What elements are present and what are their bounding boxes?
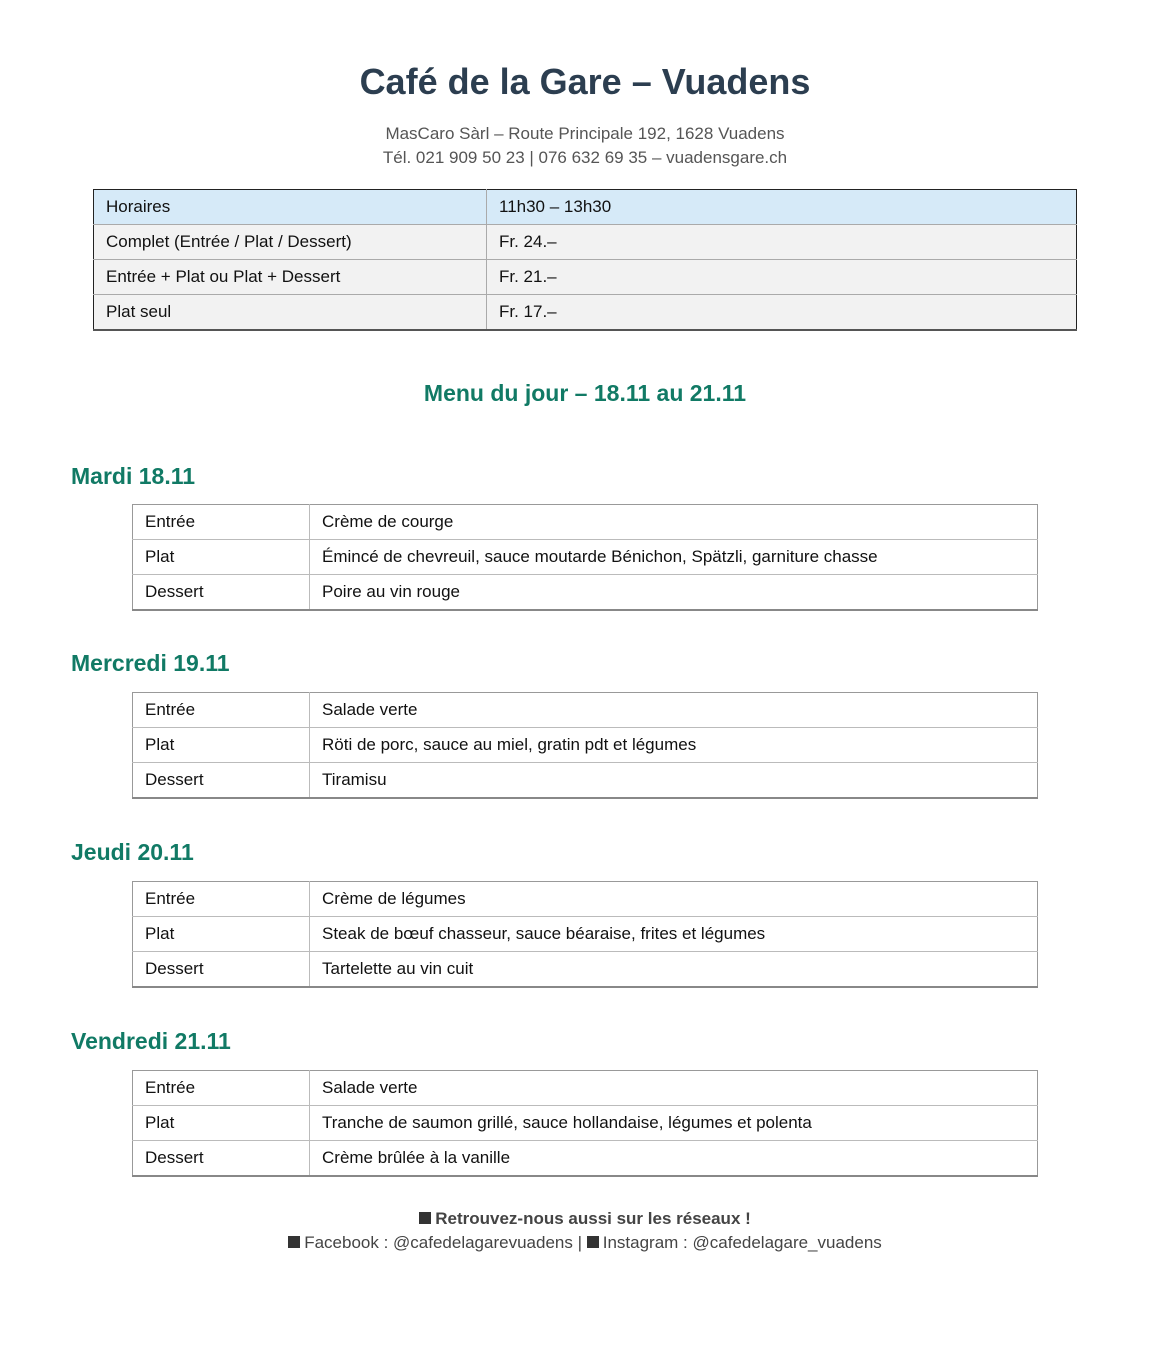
row-value: Fr. 17.– — [487, 295, 1077, 331]
square-bullet-icon — [288, 1236, 300, 1248]
table-row — [133, 952, 1038, 988]
course-label: Dessert — [133, 575, 310, 611]
course-dish: Crème de légumes — [310, 882, 1038, 917]
day-menu-table — [132, 1070, 1038, 1177]
row-label: Complet (Entrée / Plat / Dessert) — [94, 225, 487, 260]
table-row — [94, 225, 1077, 260]
table-row — [133, 505, 1038, 540]
day-title: Jeudi 20.11 — [71, 839, 194, 865]
table-row — [94, 295, 1077, 331]
contact-line: Tél. 021 909 50 23 | 076 632 69 35 – vuadensgare.ch — [382, 148, 788, 167]
page-title: Café de la Gare – Vuadens — [359, 61, 811, 102]
course-label: Entrée — [133, 693, 310, 728]
table-row — [133, 575, 1038, 611]
course-dish: Tiramisu — [310, 763, 1038, 799]
row-value: Fr. 24.– — [487, 225, 1077, 260]
social-heading-text: Retrouvez-nous aussi sur les réseaux ! — [435, 1209, 751, 1228]
table-row — [133, 728, 1038, 763]
course-label: Entrée — [133, 1071, 310, 1106]
square-bullet-icon — [419, 1212, 431, 1224]
day-title: Mercredi 19.11 — [71, 650, 230, 676]
course-label: Dessert — [133, 1141, 310, 1177]
course-dish: Steak de bœuf chasseur, sauce béaraise, frites et légumes — [310, 917, 1038, 952]
course-dish: Poire au vin rouge — [310, 575, 1038, 611]
hours-prices-table — [93, 189, 1077, 331]
table-row — [133, 540, 1038, 575]
social-links — [0, 1231, 1170, 1255]
row-label: Entrée + Plat ou Plat + Dessert — [94, 260, 487, 295]
menu-heading: Menu du jour – 18.11 au 21.11 — [423, 380, 747, 406]
course-label: Plat — [133, 1106, 310, 1141]
course-label: Dessert — [133, 952, 310, 988]
course-label: Plat — [133, 917, 310, 952]
course-dish: Tranche de saumon grillé, sauce hollandaise, légumes et polenta — [310, 1106, 1038, 1141]
day-title: Vendredi 21.11 — [71, 1028, 231, 1054]
course-label: Entrée — [133, 882, 310, 917]
table-row — [133, 763, 1038, 799]
facebook-link[interactable]: Facebook : @cafedelagarevuadens — [304, 1233, 573, 1252]
table-row — [133, 1141, 1038, 1177]
table-row — [94, 260, 1077, 295]
day-title: Mardi 18.11 — [71, 463, 196, 489]
row-label: Horaires — [94, 190, 487, 225]
row-value: Fr. 21.– — [487, 260, 1077, 295]
social-heading — [0, 1207, 1170, 1231]
table-row — [133, 693, 1038, 728]
address-line: MasCaro Sàrl – Route Principale 192, 1628 Vuadens — [385, 124, 785, 143]
course-label: Plat — [133, 540, 310, 575]
table-row — [133, 882, 1038, 917]
course-dish: Salade verte — [310, 693, 1038, 728]
table-row — [133, 1071, 1038, 1106]
table-row — [133, 1106, 1038, 1141]
course-dish: Salade verte — [310, 1071, 1038, 1106]
instagram-link[interactable]: Instagram : @cafedelagare_vuadens — [602, 1233, 882, 1252]
course-dish: Tartelette au vin cuit — [310, 952, 1038, 988]
square-bullet-icon — [587, 1236, 599, 1248]
day-menu-table — [132, 504, 1038, 611]
course-dish: Crème de courge — [310, 505, 1038, 540]
course-label: Plat — [133, 728, 310, 763]
day-menu-table — [132, 692, 1038, 799]
course-dish: Crème brûlée à la vanille — [310, 1141, 1038, 1177]
separator: | — [577, 1233, 583, 1252]
day-menu-table — [132, 881, 1038, 988]
course-dish: Röti de porc, sauce au miel, gratin pdt et légumes — [310, 728, 1038, 763]
row-label: Plat seul — [94, 295, 487, 331]
course-label: Entrée — [133, 505, 310, 540]
course-label: Dessert — [133, 763, 310, 799]
row-value: 11h30 – 13h30 — [487, 190, 1077, 225]
course-dish: Émincé de chevreuil, sauce moutarde Bénichon, Spätzli, garniture chasse — [310, 540, 1038, 575]
table-row — [94, 190, 1077, 225]
table-row — [133, 917, 1038, 952]
